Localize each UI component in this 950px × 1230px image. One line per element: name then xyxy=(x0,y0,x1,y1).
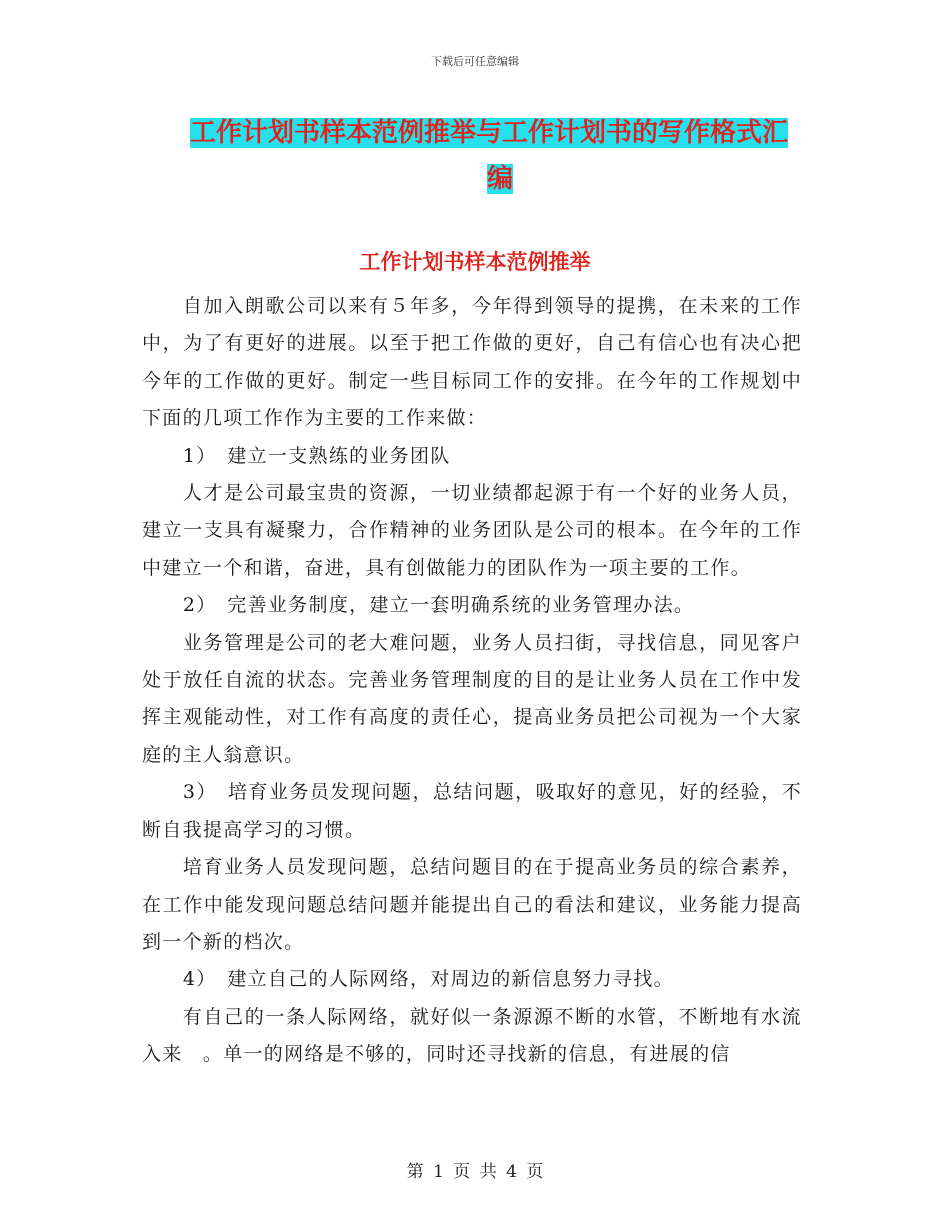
paragraph: 培育业务人员发现问题，总结问题目的在于提高业务员的综合素养，在工作中能发现问题总结问题并能提出自己的看法和建议，业务能力提高到一个新的档次。 xyxy=(142,856,802,953)
document-body xyxy=(142,288,802,1074)
page-number: 第 1 页 共 4 页 xyxy=(406,1162,544,1182)
section-title: 工作计划书样本范例推举 xyxy=(359,249,591,274)
document-title xyxy=(190,110,810,202)
paragraph: 4） 建立自己的人际网络，对周边的新信息努力寻找。 xyxy=(182,968,674,991)
header-note: 下载后可任意编辑 xyxy=(431,55,519,68)
paragraph: 有自己的一条人际网络，就好似一条源源不断的水管，不断地有水流入来 。单一的网络是不够的，同时还寻找新的信息，有进展的信 xyxy=(142,1005,802,1066)
paragraph: 业务管理是公司的老大难问题，业务人员扫街，寻找信息，同见客户处于放任自流的状态。完善业务管理制度的目的是让业务人员在工作中发挥主观能动性，对工作有高度的责任心，提高业务员把公司视为一个大家庭的主人翁意识。 xyxy=(142,631,802,766)
paragraph: 1） 建立一支熟练的业务团队 xyxy=(182,444,451,467)
document-title-line-1: 工作计划书样本范例推举与工作计划书的写作格式汇 xyxy=(190,118,789,148)
document-title-line-2: 编 xyxy=(486,164,513,194)
paragraph: 2） 完善业务制度，建立一套明确系统的业务管理办法。 xyxy=(182,594,695,617)
paragraph: 人才是公司最宝贵的资源，一切业绩都起源于有一个好的业务人员，建立一支具有凝聚力，合作精神的业务团队是公司的根本。在今年的工作中建立一个和谐，奋进，具有创做能力的团队作为一项主要的工作。 xyxy=(142,482,802,579)
paragraph: 自加入朗歌公司以来有５年多，今年得到领导的提携，在未来的工作中，为了有更好的进展。以至于把工作做的更好，自己有信心也有决心把今年的工作做的更好。制定一些目标同工作的安排。在今年的工作规划中下面的几项工作作为主要的工作来做： xyxy=(142,295,802,430)
paragraph: 3） 培育业务员发现问题，总结问题，吸取好的意见，好的经验，不断自我提高学习的习惯。 xyxy=(142,781,802,841)
